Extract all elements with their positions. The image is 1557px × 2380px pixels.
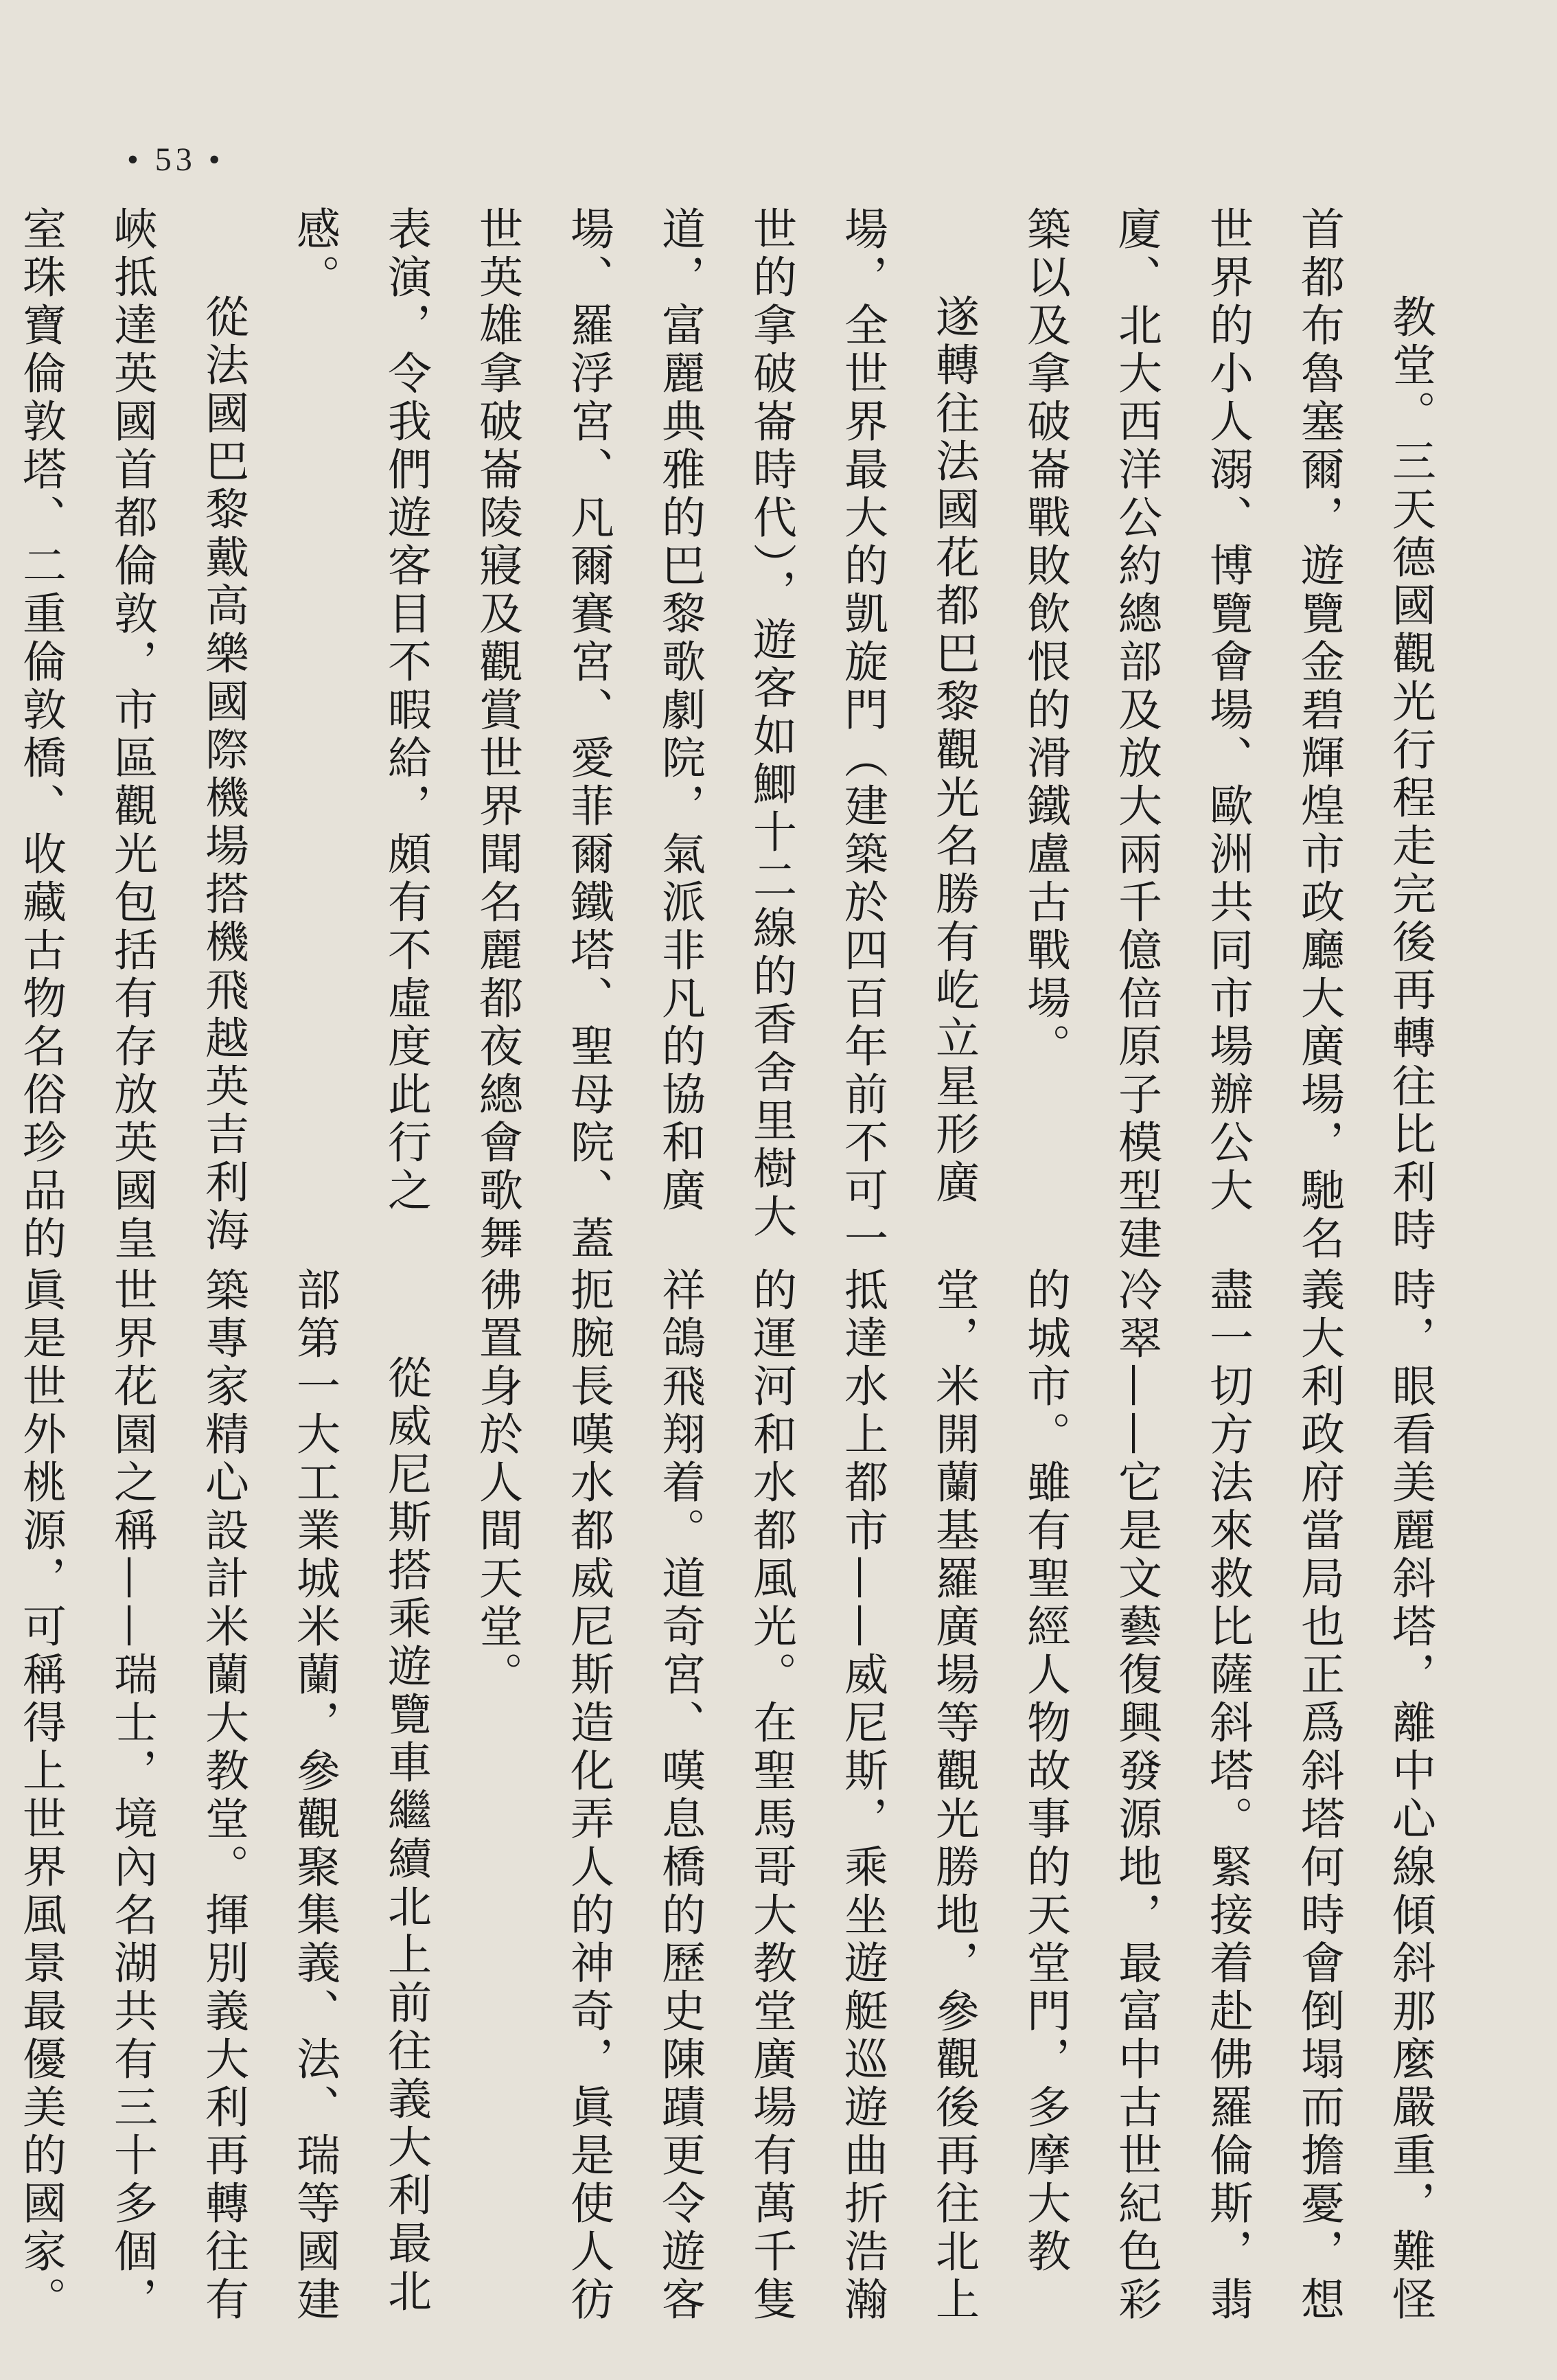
- lower-text-block: [15, 1267, 1455, 2328]
- paragraph-switzerland: 從威尼斯搭乘遊覽車繼續北上前往義大利最北部第一大工業城米蘭，參觀聚集義、法、瑞等國建築專家精心設計米蘭大教堂。揮別義大利再轉往有世界花園之稱——瑞士，境內名湖共有三十多個，眞是世外桃源，可稱得上世界風景最優美的國家。: [15, 1267, 431, 2324]
- page-number: • 53 •: [127, 141, 224, 178]
- upper-text-block: [15, 206, 1455, 1263]
- paragraph-italy: 時，眼看美麗斜塔，離中心線傾斜那麼嚴重，難怪義大利政府當局也正爲斜塔何時會倒塌而擔憂，想盡一切方法來救比薩斜塔。緊接着赴佛羅倫斯，翡冷翠——它是文藝復興發源地，最富中古世紀色彩的城市。雖有聖經人物故事的天堂門，多摩大教堂，米開蘭基羅廣場等觀光勝地，參觀後再往北上抵達水上都市——威尼斯，乘坐遊艇巡遊曲折浩瀚的運河和水都風光。在聖馬哥大教堂廣場有萬千隻祥鴿飛翔着。道奇宮、嘆息橋的歷史陳蹟更令遊客扼腕長嘆水都威尼斯造化弄人的神奇，眞是使人彷彿置身於人間天堂。: [472, 1267, 1435, 2324]
- paragraph-london: 從法國巴黎戴高樂國際機場搭機飛越英吉利海峽抵達英國首都倫敦，市區觀光包括有存放英國皇室珠寶倫敦塔、二重倫敦橋、收藏古物名俗珍品的: [15, 206, 249, 1263]
- paragraph-belgium: 教堂。三天德國觀光行程走完後再轉往比利時首都布魯塞爾，遊覽金碧輝煌市政廳大廣場，馳名世界的小人溺、博覽會場、歐洲共同市場辦公大廈、北大西洋公約總部及放大兩千億倍原子模型建築以及拿破崙戰敗飲恨的滑鐵盧古戰場。: [1019, 206, 1435, 1263]
- paragraph-paris: 遂轉往法國花都巴黎觀光名勝有屹立星形廣場，全世界最大的凱旋門（建築於四百年前不可一世的拿破崙時代），遊客如鯽十二線的香舍里樹大道，富麗典雅的巴黎歌劇院，氣派非凡的協和廣場、羅浮宮、凡爾賽宮、愛菲爾鐵塔、聖母院、蓋世英雄拿破崙陵寢及觀賞世界聞名麗都夜總會歌舞表演，令我們遊客目不暇給，頗有不虛度此行之感。: [289, 206, 979, 1263]
